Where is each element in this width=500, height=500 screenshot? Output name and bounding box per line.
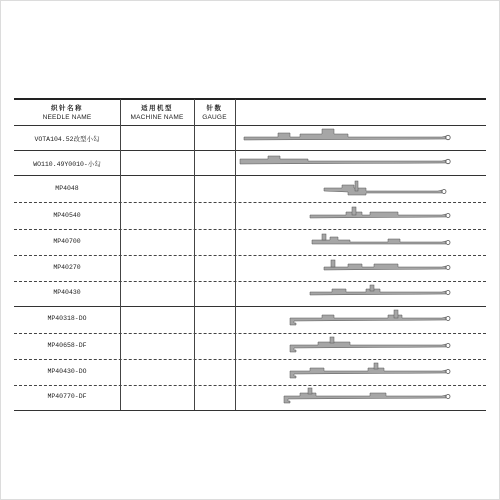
needle-drawing-10 xyxy=(238,360,458,386)
needle-table xyxy=(14,98,486,410)
needle-drawing-6 xyxy=(238,256,458,282)
header-machine-name xyxy=(120,104,194,122)
needle-drawing-9 xyxy=(238,334,458,360)
needle-name-cell: WO110.49Y0010-小勾 xyxy=(33,161,101,168)
column-divider xyxy=(235,99,236,410)
header-gauge-en: GAUGE xyxy=(202,114,227,121)
column-divider xyxy=(194,99,195,410)
header-needle-name-en: NEEDLE NAME xyxy=(42,114,92,121)
needle-name-cell: MP40430-DO xyxy=(47,368,87,375)
needle-drawing-1 xyxy=(238,126,458,150)
table-top-rule xyxy=(14,98,486,100)
needle-name-cell: MP4048 xyxy=(55,185,79,192)
needle-drawing-5 xyxy=(238,230,458,256)
needle-name-cell: VOTA104.52改型小勾 xyxy=(34,136,100,143)
column-divider xyxy=(120,99,121,410)
header-gauge xyxy=(194,104,235,122)
needle-drawing-11 xyxy=(238,386,458,410)
needle-drawing-4 xyxy=(238,203,458,229)
needle-name-cell: MP40658-DF xyxy=(47,342,87,349)
header-needle-name-zh: 织针名称 xyxy=(51,105,83,112)
needle-drawing-2 xyxy=(238,151,458,175)
header-needle-name xyxy=(14,104,120,122)
needle-drawing-7 xyxy=(238,282,458,306)
header-gauge-zh: 针数 xyxy=(206,105,223,112)
needle-name-cell: MP40540 xyxy=(53,212,81,219)
header-machine-name-zh: 适用机型 xyxy=(141,105,173,112)
needle-name-cell: MP40700 xyxy=(53,238,81,245)
needle-name-cell: MP40770-DF xyxy=(47,393,87,400)
needle-name-cell: MP40430 xyxy=(53,289,81,296)
needle-name-cell: MP40270 xyxy=(53,264,81,271)
table-bottom-rule xyxy=(14,410,486,411)
needle-name-cell: MP40318-DO xyxy=(47,315,87,322)
needle-drawing-3 xyxy=(238,176,458,202)
needle-drawing-8 xyxy=(238,307,458,333)
header-machine-name-en: MACHINE NAME xyxy=(130,114,184,121)
